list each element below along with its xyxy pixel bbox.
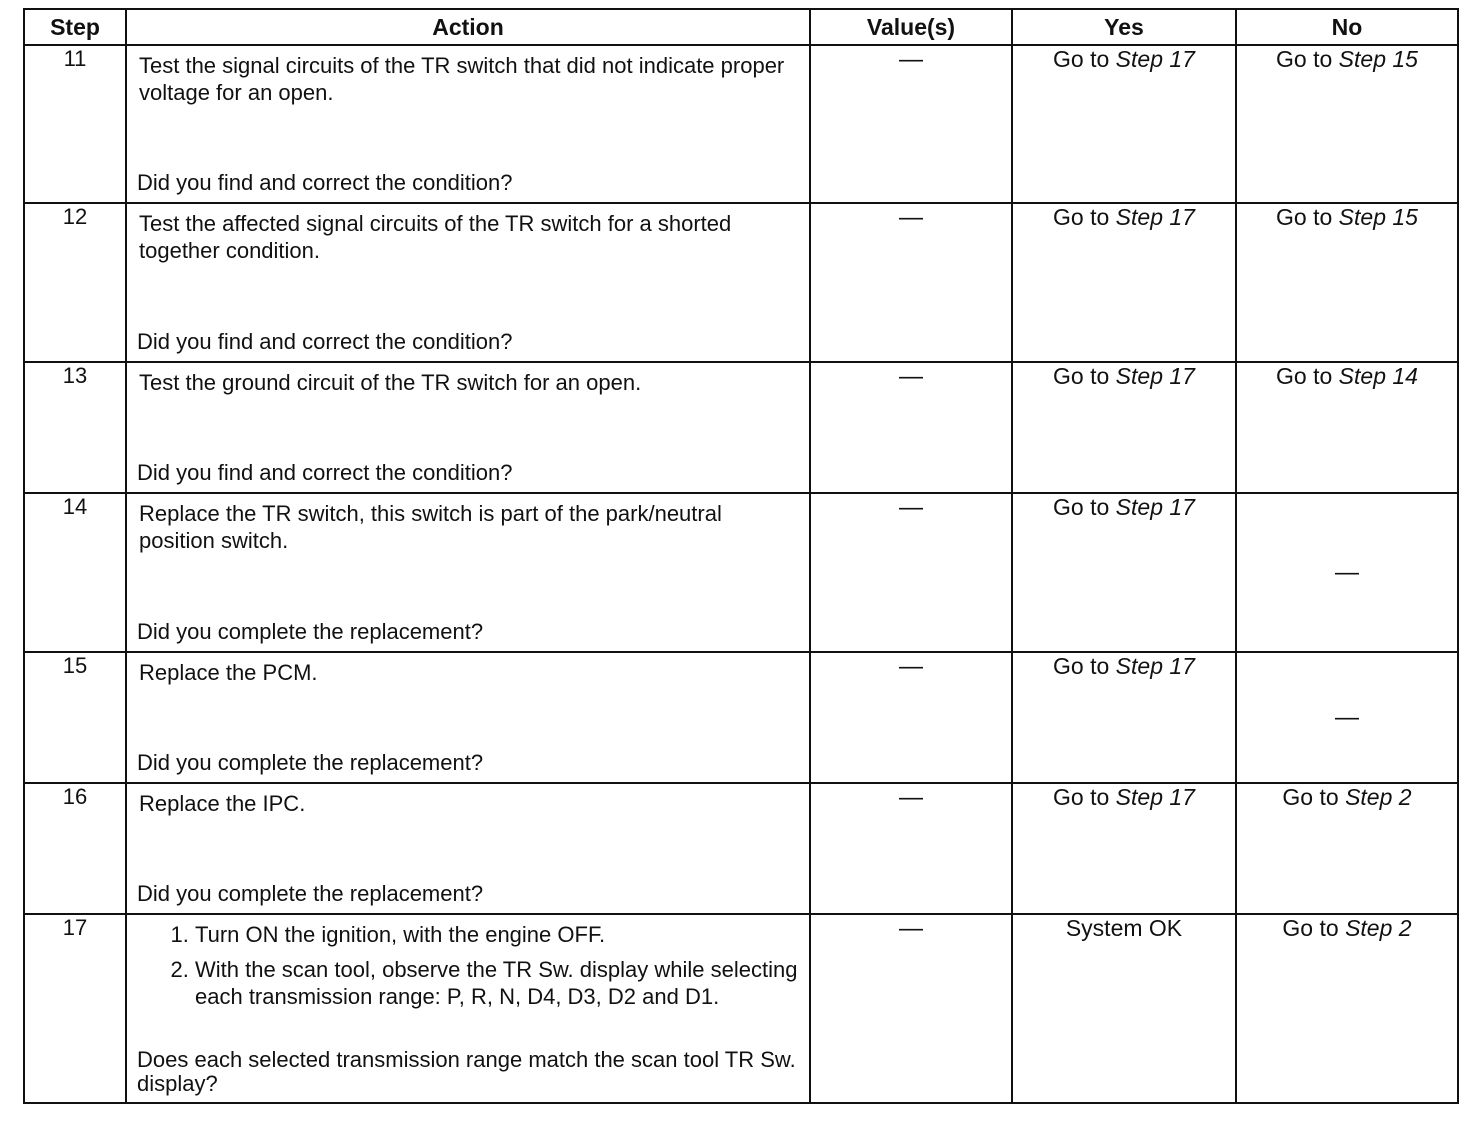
table-row: [24, 493, 1458, 652]
action-text: Replace the PCM.: [139, 660, 318, 685]
value-cell: —: [810, 914, 1012, 1103]
header-row: [24, 9, 1458, 45]
step-number: 17: [24, 914, 126, 1103]
action-cell: [126, 914, 810, 1103]
action-question: Does each selected transmission range match the scan tool TR Sw. display?: [137, 1047, 796, 1096]
action-question: Did you find and correct the condition?: [137, 170, 513, 195]
action-cell: [126, 362, 810, 493]
action-cell: [126, 652, 810, 783]
yes-cell: [1012, 45, 1236, 203]
substep-list: [137, 921, 799, 1018]
yes-cell: [1012, 493, 1236, 652]
no-link: Go to Step 2: [1282, 915, 1412, 941]
yes-cell: [1012, 652, 1236, 783]
table-row: [24, 914, 1458, 1103]
action-cell: [126, 493, 810, 652]
header-values: Value(s): [810, 9, 1012, 45]
action-question: Did you find and correct the condition?: [137, 460, 513, 485]
yes-link: Go to Step 17: [1053, 363, 1195, 389]
yes-cell: [1012, 362, 1236, 493]
no-cell: [1236, 203, 1458, 362]
step-number: 11: [24, 45, 126, 203]
value-cell: —: [810, 493, 1012, 652]
step-number: 13: [24, 362, 126, 493]
value-cell: —: [810, 203, 1012, 362]
header-step: Step: [24, 9, 126, 45]
yes-cell: [1012, 783, 1236, 914]
value-cell: —: [810, 652, 1012, 783]
value-cell: —: [810, 362, 1012, 493]
step-number: 15: [24, 652, 126, 783]
action-text: Test the signal circuits of the TR switch that did not indicate proper voltage for an open.: [139, 53, 785, 105]
table-row: [24, 652, 1458, 783]
no-cell: [1236, 45, 1458, 203]
header-yes: Yes: [1012, 9, 1236, 45]
table-row: [24, 45, 1458, 203]
yes-cell: System OK: [1012, 914, 1236, 1103]
yes-cell: [1012, 203, 1236, 362]
header-no: No: [1236, 9, 1458, 45]
no-link: Go to Step 15: [1276, 204, 1418, 230]
action-question: Did you complete the replacement?: [137, 750, 484, 775]
yes-link: Go to Step 17: [1053, 204, 1195, 230]
action-cell: [126, 45, 810, 203]
action-question: Did you complete the replacement?: [137, 619, 484, 644]
action-cell: [126, 203, 810, 362]
action-text: Replace the IPC.: [139, 791, 306, 816]
action-question: Did you find and correct the condition?: [137, 329, 513, 354]
step-number: 14: [24, 493, 126, 652]
action-cell: [126, 783, 810, 914]
header-action: Action: [126, 9, 810, 45]
action-text: Test the ground circuit of the TR switch for an open.: [139, 370, 642, 395]
substep-item: 1. Turn ON the ignition, with the engine OFF.: [195, 921, 799, 948]
value-cell: —: [810, 783, 1012, 914]
no-cell: [1236, 914, 1458, 1103]
action-question: Did you complete the replacement?: [137, 881, 484, 906]
no-cell: —: [1236, 652, 1458, 783]
substep-item: 2. With the scan tool, observe the TR Sw. display while selecting each transmission range: P, R, N, D4, D3, D2 and D1.: [195, 956, 799, 1010]
diagnostic-table: [23, 8, 1459, 1104]
no-cell: —: [1236, 493, 1458, 652]
action-text: Test the affected signal circuits of the TR switch for a shorted together condition.: [139, 211, 732, 263]
no-cell: [1236, 783, 1458, 914]
no-link: Go to Step 14: [1276, 363, 1418, 389]
yes-link: Go to Step 17: [1053, 653, 1195, 679]
step-number: 12: [24, 203, 126, 362]
table-row: [24, 783, 1458, 914]
no-link: Go to Step 2: [1282, 784, 1412, 810]
step-number: 16: [24, 783, 126, 914]
no-cell: [1236, 362, 1458, 493]
yes-link: Go to Step 17: [1053, 784, 1195, 810]
value-cell: —: [810, 45, 1012, 203]
yes-link: Go to Step 17: [1053, 46, 1195, 72]
no-link: Go to Step 15: [1276, 46, 1418, 72]
table-row: [24, 203, 1458, 362]
action-text: Replace the TR switch, this switch is part of the park/neutral position switch.: [139, 501, 722, 553]
yes-link: Go to Step 17: [1053, 494, 1195, 520]
table-row: [24, 362, 1458, 493]
